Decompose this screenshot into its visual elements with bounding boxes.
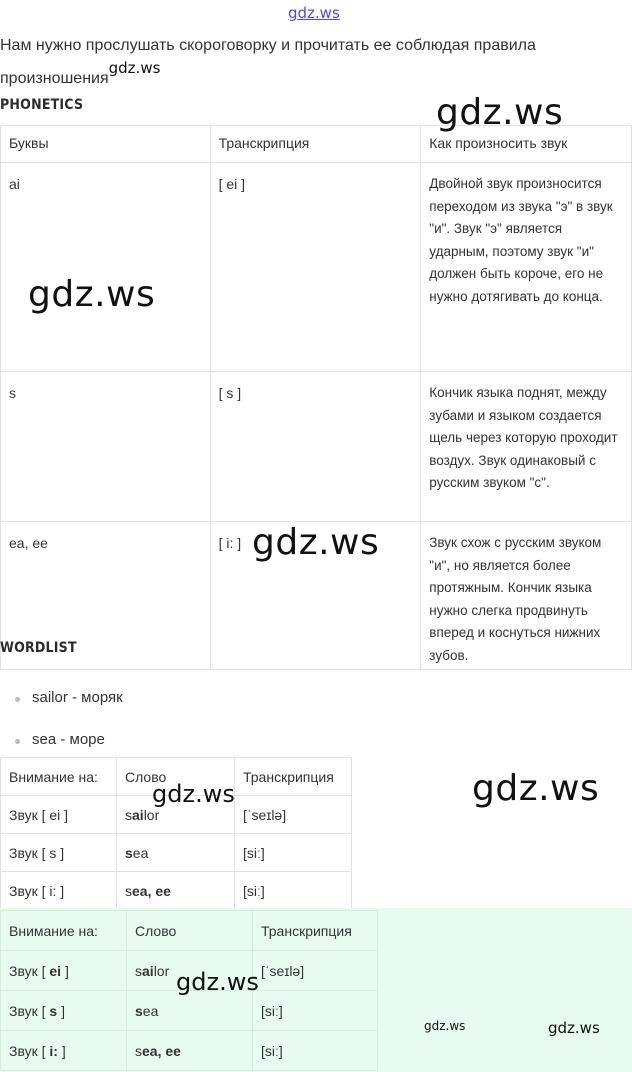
- cell-transcription: [ˈseɪlə]: [235, 796, 352, 834]
- cell-transcription: [ i: ]: [210, 522, 421, 670]
- header-pronunciation: Как произносить звук: [421, 126, 632, 163]
- cell-transcription: [siː]: [253, 991, 378, 1031]
- cell-transcription: [ ei ]: [210, 163, 421, 372]
- table-row: [1, 163, 632, 372]
- header-attention: Внимание на:: [1, 911, 127, 951]
- header-transcription: Транскрипция: [235, 758, 352, 796]
- table-header-row: [1, 911, 378, 951]
- list-item: sea - море: [12, 728, 123, 770]
- cell-description: Кончик языка поднят, между зубами и языком создается щель через которую проходит воздух. Звук одинаковый с русским звуком "с".: [421, 372, 632, 522]
- table-row: [1, 991, 378, 1031]
- cell-transcription: [siː]: [235, 834, 352, 872]
- watermark: gdz.ws: [436, 92, 564, 133]
- cell-word: sea, ee: [117, 872, 235, 910]
- cell-sound: Звук [ i: ]: [1, 1031, 127, 1071]
- cell-sound: Звук [ ei ]: [1, 951, 127, 991]
- cell-sound: Звук [ s ]: [1, 991, 127, 1031]
- cell-word: sea: [127, 991, 253, 1031]
- header-word: Слово: [127, 911, 253, 951]
- cell-transcription: [siː]: [253, 1031, 378, 1071]
- watermark: gdz.ws: [472, 768, 600, 809]
- table-row: [1, 834, 352, 872]
- cell-letters: ea, ee: [1, 522, 211, 670]
- header-letters: Буквы: [1, 126, 211, 163]
- cell-word: sailor: [117, 796, 235, 834]
- cell-transcription: [siː]: [235, 872, 352, 910]
- cell-transcription: [ˈseɪlə]: [253, 951, 378, 991]
- phonetics-table: [0, 125, 632, 670]
- header-word: Слово: [117, 758, 235, 796]
- intro-watermark: gdz.ws: [108, 59, 161, 77]
- list-item: sailor - моряк: [12, 686, 123, 728]
- cell-sound: Звук [ i: ]: [1, 872, 117, 910]
- cell-description: Двойной звук произносится переходом из звука "э" в звук "и". Звук "э" является ударным, поэтому звук "и" должен быть короче, его не нужно дотягивать до конца.: [421, 163, 632, 372]
- phonetics-heading: PHONETICS: [0, 97, 84, 113]
- table-row: [1, 1031, 378, 1071]
- watermark: gdz.ws: [176, 968, 259, 996]
- watermark: gdz.ws: [152, 780, 235, 808]
- cell-description: Звук схож с русским звуком "и", но является более протяжным. Кончик языка нужно слегка продвинуть вперед и коснуться нижних зубов.: [421, 522, 632, 670]
- top-watermark-link[interactable]: gdz.ws: [288, 4, 340, 22]
- header-attention: Внимание на:: [1, 758, 117, 796]
- cell-sound: Звук [ s ]: [1, 834, 117, 872]
- cell-transcription: [ s ]: [210, 372, 421, 522]
- cell-letters: ai: [1, 163, 211, 372]
- watermark: gdz.ws: [424, 1019, 466, 1033]
- cell-word: sailor: [127, 951, 253, 991]
- cell-letters: s: [1, 372, 211, 522]
- table-row: [1, 372, 632, 522]
- intro-text: [0, 30, 600, 95]
- intro-sentence: Нам нужно прослушать скороговорку и прочитать ее соблюдая правила произношения: [0, 37, 536, 87]
- header-transcription: Транскрипция: [253, 911, 378, 951]
- cell-word: sea, ee: [127, 1031, 253, 1071]
- cell-sound: Звук [ ei ]: [1, 796, 117, 834]
- watermark: gdz.ws: [548, 1019, 600, 1037]
- watermark: gdz.ws: [28, 274, 156, 315]
- wordlist-heading: WORDLIST: [0, 640, 77, 656]
- table-row: [1, 872, 352, 910]
- watermark: gdz.ws: [252, 522, 380, 563]
- header-transcription: Транскрипция: [210, 126, 421, 163]
- cell-word: sea: [117, 834, 235, 872]
